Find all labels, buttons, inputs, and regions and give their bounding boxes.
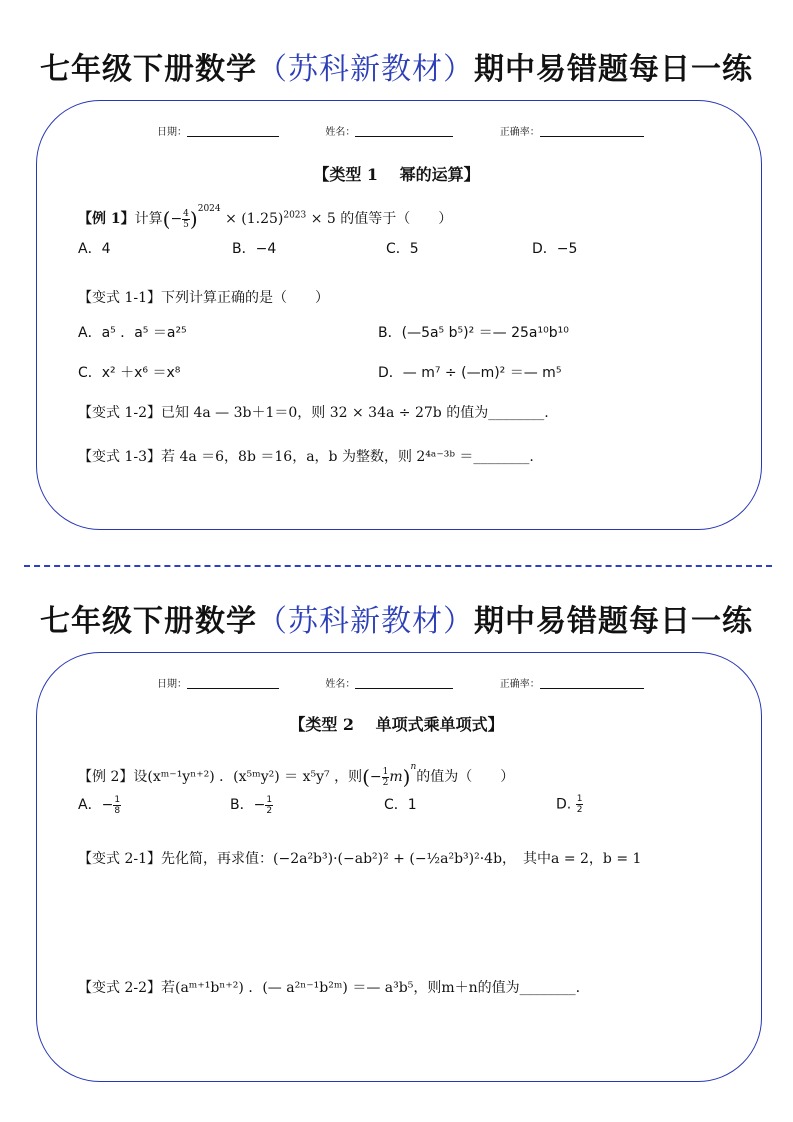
option-v11b[interactable]: B．(—5a⁵ b⁵)² ＝— 25a¹⁰b¹⁰ xyxy=(378,325,569,341)
page-title-1 xyxy=(0,44,793,88)
option-1c[interactable]: C．5 xyxy=(386,241,419,257)
variant-2-1 xyxy=(78,848,641,868)
variant-2-2-text: 若(aᵐ⁺¹bⁿ⁺²) ．(— a²ⁿ⁻¹b²ᵐ) ＝— a³b⁵，则m＋n的值为________. xyxy=(161,980,581,996)
option-v11c[interactable]: C．x² ＋x⁶ ＝x⁸ xyxy=(78,365,181,381)
example-2-tail: 的值为（ ） xyxy=(416,769,515,785)
section-title-1: 【类型 1 幂的运算】 xyxy=(313,165,480,184)
date-label: 日期： xyxy=(157,127,187,138)
name-blank[interactable] xyxy=(355,688,453,689)
option-v11d[interactable]: D．— m⁷ ÷ (—m)² ＝— m⁵ xyxy=(378,365,562,381)
variant-1-3-text: 若 4a ＝6，8b ＝16，a，b 为整数，则 2⁴ᵃ⁻³ᵇ ＝________. xyxy=(161,449,534,465)
variant-2-1-text: 先化简，再求值：(−2a²b³)·(−ab²)² + (−½a²b³)²·4b， 其中a = 2，b = 1 xyxy=(161,851,642,867)
option-2b[interactable]: B．− $\frac{1}{2}$ xyxy=(230,794,273,816)
accuracy-blank[interactable] xyxy=(540,688,644,689)
header-row-2 xyxy=(157,675,644,690)
example-1-label: 【例 1】 xyxy=(78,211,135,227)
example-2: 【例 2】设(xᵐ⁻¹yⁿ⁺²) ．(x⁵ᵐy²) ＝ x⁵y⁷ ，则(− $\frac{1}{2}$ m)$^n$的值为（ ） xyxy=(78,762,515,789)
example-2-label: 【例 2】 xyxy=(78,769,134,785)
example-2-text: 设(xᵐ⁻¹yⁿ⁺²) ．(x⁵ᵐy²) ＝ x⁵y⁷ ，则 xyxy=(133,769,363,785)
variant-1-2-label: 【变式 1-2】 xyxy=(78,405,161,421)
date-blank[interactable] xyxy=(187,688,279,689)
title-prefix: 七年级下册数学 xyxy=(40,52,257,87)
variant-1-1-text: 下列计算正确的是（ ） xyxy=(161,290,329,306)
option-1b[interactable]: B．−4 xyxy=(232,241,277,257)
variant-1-3-label: 【变式 1-3】 xyxy=(78,449,161,465)
variant-2-2 xyxy=(78,977,580,997)
accuracy-blank[interactable] xyxy=(540,136,644,137)
title-suffix: 期中易错题每日一练 xyxy=(474,52,753,87)
example-1-text: 计算 xyxy=(134,211,163,227)
date-label: 日期： xyxy=(157,679,187,690)
example-1-text-b: × (1.25) xyxy=(225,211,284,227)
accuracy-label: 正确率： xyxy=(499,679,540,690)
variant-1-1-label: 【变式 1-1】 xyxy=(78,290,161,306)
name-blank[interactable] xyxy=(355,136,453,137)
title-prefix: 七年级下册数学 xyxy=(40,604,257,639)
name-label: 姓名： xyxy=(325,679,356,690)
variant-1-2-text: 已知 4a — 3b＋1＝0，则 32 × 34a ÷ 27b 的值为________. xyxy=(161,405,549,421)
title-suffix: 期中易错题每日一练 xyxy=(474,604,753,639)
option-1d[interactable]: D．−5 xyxy=(532,241,578,257)
option-2a[interactable]: A．− $\frac{1}{8}$ xyxy=(78,794,121,816)
variant-1-1 xyxy=(78,287,329,307)
example-1-exp2: 2023 xyxy=(283,210,307,221)
date-blank[interactable] xyxy=(187,136,279,137)
option-2d[interactable]: D. $\frac{1}{2}$ xyxy=(556,794,583,815)
title-highlight: （苏科新教材） xyxy=(257,604,474,639)
accuracy-label: 正确率： xyxy=(499,127,540,138)
option-v11a[interactable]: A．a⁵ ．a⁵ ＝a²⁵ xyxy=(78,325,187,341)
name-label: 姓名： xyxy=(325,127,356,138)
example-1: 【例 1】计算(− $\frac{4}{5}$ )$^{2024} \times (1.25)^{2023} \times 5$ 的值等于（ ） xyxy=(78,204,453,231)
variant-2-2-label: 【变式 2-2】 xyxy=(78,980,161,996)
page-title-2 xyxy=(0,596,793,640)
variant-1-2 xyxy=(78,402,549,422)
variant-2-1-label: 【变式 2-1】 xyxy=(78,851,161,867)
option-1a[interactable]: A．4 xyxy=(78,241,111,257)
option-2c[interactable]: C．1 xyxy=(384,797,417,813)
dashed-divider xyxy=(24,565,772,567)
fraction: $\frac{4}{5}$ xyxy=(183,208,189,230)
title-highlight: （苏科新教材） xyxy=(257,52,474,87)
example-1-text-c: × 5 的值等于（ ） xyxy=(310,211,453,227)
fraction: $\frac{1}{2}$ xyxy=(382,766,389,788)
header-row-1 xyxy=(157,123,644,138)
section-title-2: 【类型 2 单项式乘单项式】 xyxy=(289,715,504,734)
variant-1-3 xyxy=(78,446,534,466)
